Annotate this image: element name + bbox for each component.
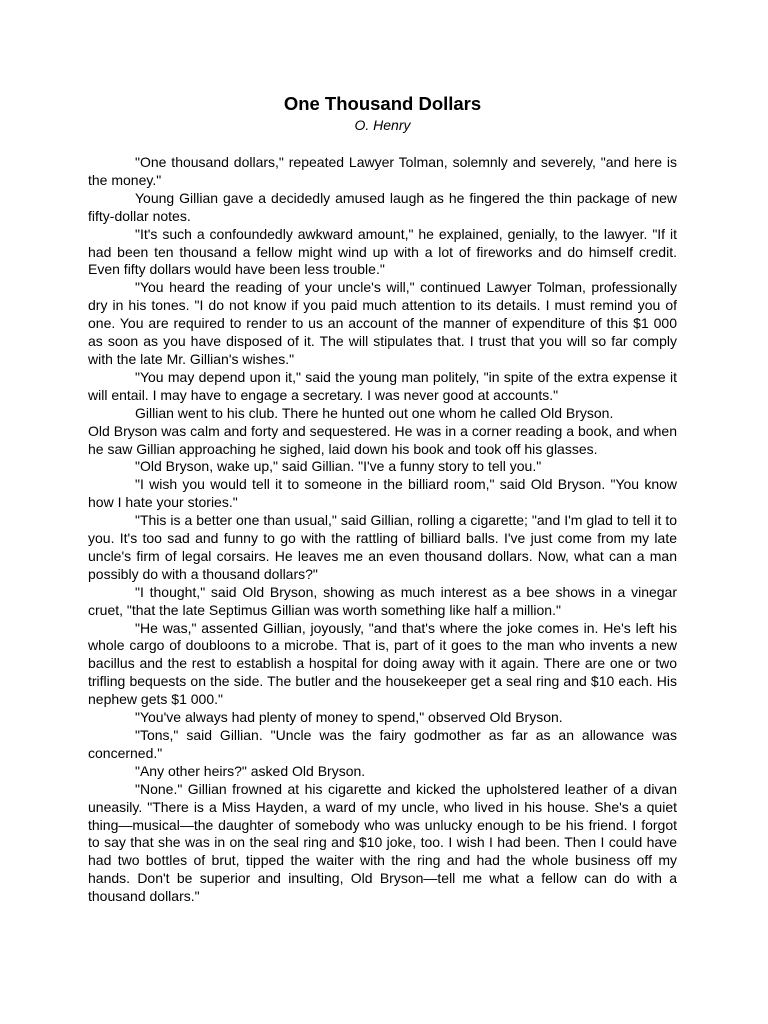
- paragraph: "Any other heirs?" asked Old Bryson.: [135, 762, 366, 779]
- paragraph: Gillian went to his club. There he hunted out one whom he called Old Bryson.: [135, 404, 614, 421]
- document-title: One Thousand Dollars: [283, 93, 482, 114]
- paragraph: "He was," assented Gillian, joyously, "and that's where the joke comes in. He's left his whole cargo of doubloons to a microbe. That is, part of it goes to the man who invents a new bacillus and the rest to establish a hospital for doing away with it again. There are one or two trifling bequests on the side. The butler and the housekeeper get a seal ring and $10 each. His nephew gets $1 000.": [88, 619, 677, 708]
- paragraph: "It's such a confoundedly awkward amount," he explained, genially, to the lawyer. "If it had been ten thousand a fellow might wind up with a lot of fireworks and do himself credit. Even fifty dollars would have been less trouble.": [88, 225, 677, 278]
- document-page: [88, 92, 677, 906]
- paragraph: "You've always had plenty of money to spend," observed Old Bryson.: [135, 709, 563, 726]
- paragraph: "You may depend upon it," said the young man politely, "in spite of the extra expense it will entail. I may have to engage a secretary. I was never good at accounts.": [88, 368, 677, 403]
- document-body: [88, 154, 677, 906]
- paragraph: "This is a better one than usual," said Gillian, rolling a cigarette; "and I'm glad to tell it to you. It's too sad and funny to go with the rattling of billiard balls. I've just come from my late uncle's firm of legal corsairs. He leaves me an even thousand dollars. Now, what can a man possibly do with a thousand dollars?": [88, 512, 677, 582]
- paragraph: "Tons," said Gillian. "Uncle was the fairy godmother as far as an allowance was concerned.": [88, 727, 677, 761]
- paragraph: "None." Gillian frowned at his cigarette and kicked the upholstered leather of a divan uneasily. "There is a Miss Hayden, a ward of my uncle, who lived in his house. She's a quiet thing—musical—the daughter of somebody who was unlucky enough to be his friend. I forgot to say that she was in on the seal ring and $10 joke, too. I wish I had been. Then I could have had two bottles of brut, tipped the waiter with the ring and had the whole business off my hands. Don't be superior and insulting, Old Bryson—tell me what a fellow can do with a thousand dollars.": [88, 780, 677, 905]
- paragraph: Old Bryson was calm and forty and sequestered. He was in a corner reading a book, and when he saw Gillian approaching he sighed, laid down his book and took off his glasses.: [88, 422, 677, 457]
- paragraph: "You heard the reading of your uncle's will," continued Lawyer Tolman, professionally dry in his tones. "I do not know if you paid much attention to its details. I must remind you of one. You are required to render to us an account of the manner of expenditure of this $1 000 as soon as you have disposed of it. The will stipulates that. I trust that you will so far comply with the late Mr. Gillian's wishes.": [88, 279, 677, 367]
- paragraph: "I thought," said Old Bryson, showing as much interest as a bee shows in a vinegar cruet, "that the late Septimus Gillian was worth something like half a million.": [88, 583, 677, 618]
- paragraph: "Old Bryson, wake up," said Gillian. "I've a funny story to tell you.": [135, 458, 542, 475]
- paragraph: "One thousand dollars," repeated Lawyer Tolman, solemnly and severely, "and here is the money.": [88, 154, 677, 188]
- paragraph: "I wish you would tell it to someone in the billiard room," said Old Bryson. "You know how I hate your stories.": [88, 476, 677, 511]
- document-author: O. Henry: [354, 117, 411, 133]
- paragraph: Young Gillian gave a decidedly amused laugh as he fingered the thin package of new fifty-dollar notes.: [88, 189, 677, 224]
